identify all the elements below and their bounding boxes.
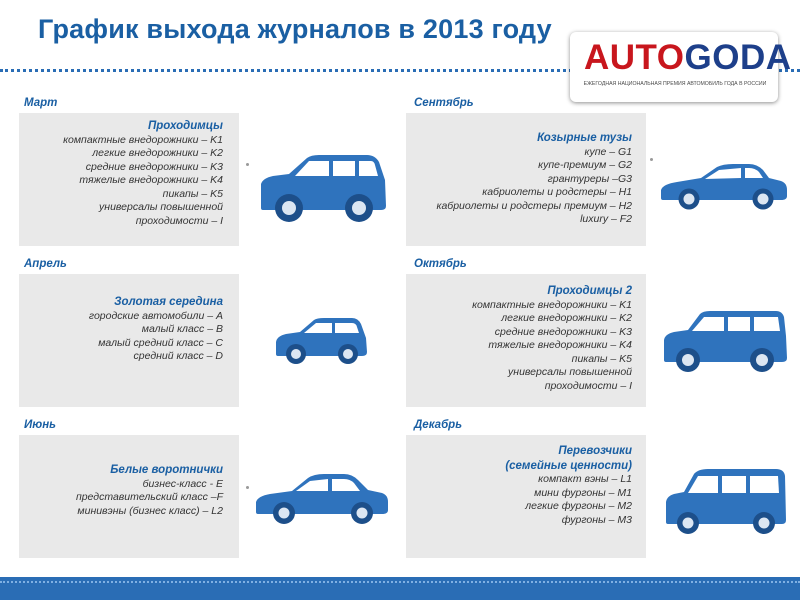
- text-september: [406, 131, 632, 227]
- line-march-3: средние внедорожники – K3: [85, 160, 223, 173]
- line-september-6: luxury – F2: [580, 213, 632, 225]
- line-june-1: бизнес-класс - E: [142, 477, 223, 490]
- coupe-icon: [657, 160, 791, 212]
- bullet-dot: [246, 163, 249, 166]
- bullet-dot: [246, 486, 249, 489]
- line-march-6: универсалы повышенной: [99, 201, 223, 213]
- line-december-1: компакт вэны – L1: [538, 473, 632, 485]
- heading-april: Золотая середина: [114, 296, 223, 308]
- heading-october: Проходимцы 2: [547, 285, 632, 297]
- text-june: [19, 463, 223, 518]
- logo-subtitle: ЕЖЕГОДНАЯ НАЦИОНАЛЬНАЯ ПРЕМИЯ АВТОМОБИЛЬ ГОДА В РОССИИ: [583, 81, 767, 87]
- month-april: Апрель: [24, 258, 67, 270]
- logo-word-blue: GODA: [684, 38, 792, 77]
- heading-june: Белые воротнички: [110, 464, 223, 476]
- line-march-1: компактные внедорожники – K1: [63, 133, 223, 146]
- line-december-3: легкие фургоны – M2: [525, 500, 632, 512]
- line-april-3: малый средний класс – C: [98, 336, 223, 349]
- month-march: Март: [24, 97, 58, 109]
- line-october-6: универсалы повышенной: [508, 366, 632, 378]
- heading-september: Козырные тузы: [537, 132, 632, 144]
- autogoda-logo: [570, 32, 792, 102]
- footer-dotted-line: [0, 581, 800, 583]
- line-october-4: тяжелые внедорожники – K4: [488, 339, 632, 351]
- line-september-3: грантуреры –G3: [547, 172, 632, 185]
- suv-icon: [255, 150, 390, 225]
- text-december: [406, 444, 632, 527]
- line-september-1: купе – G1: [584, 145, 632, 158]
- month-december: Декабрь: [414, 419, 463, 431]
- line-march-5: пикапы – K5: [162, 187, 223, 200]
- line-march-7: проходимости – I: [135, 214, 223, 227]
- line-april-4: средний класс – D: [133, 350, 223, 362]
- sedan-icon: [252, 470, 392, 528]
- logo-wordmark: [584, 38, 792, 78]
- line-march-4: тяжелые внедорожники – K4: [79, 174, 223, 186]
- logo-word-red: AUTO: [584, 38, 685, 77]
- large-suv-icon: [660, 308, 790, 374]
- heading-december-2: (семейные ценности): [505, 459, 632, 472]
- line-december-2: мини фургоны – M1: [534, 486, 632, 499]
- line-october-3: средние внедорожники – K3: [494, 325, 632, 338]
- line-september-2: купе-премиум – G2: [538, 159, 632, 171]
- line-june-3: минивэны (бизнес класс) – L2: [77, 504, 223, 517]
- heading-december-1: Перевозчики: [558, 445, 632, 457]
- line-october-2: легкие внедорожники – K2: [501, 312, 632, 324]
- heading-march: Проходимцы: [147, 120, 223, 132]
- line-april-1: городские автомобили – A: [88, 309, 223, 322]
- hatchback-icon: [272, 316, 370, 366]
- line-december-4: фургоны – M3: [561, 513, 632, 526]
- text-march: [19, 119, 223, 228]
- line-october-5: пикапы – K5: [571, 352, 632, 365]
- page-title: График выхода журналов в 2013 году: [38, 14, 552, 44]
- text-april: [19, 295, 223, 364]
- line-march-2: легкие внедорожники – K2: [92, 147, 223, 159]
- line-october-7: проходимости – I: [544, 379, 632, 392]
- line-october-1: компактные внедорожники – K1: [472, 298, 632, 311]
- text-october: [406, 284, 632, 393]
- line-september-4: кабриолеты и родстеры – H1: [482, 186, 632, 198]
- month-october: Октябрь: [414, 258, 467, 270]
- line-april-2: малый класс – B: [141, 323, 223, 335]
- line-june-2: представительский класс –F: [75, 491, 223, 503]
- month-september: Сентябрь: [414, 97, 474, 109]
- footer-bar: [0, 577, 800, 600]
- month-june: Июнь: [24, 419, 56, 431]
- line-september-5: кабриолеты и родстеры премиум – H2: [436, 199, 632, 212]
- minivan-icon: [662, 466, 790, 536]
- bullet-dot: [650, 158, 653, 161]
